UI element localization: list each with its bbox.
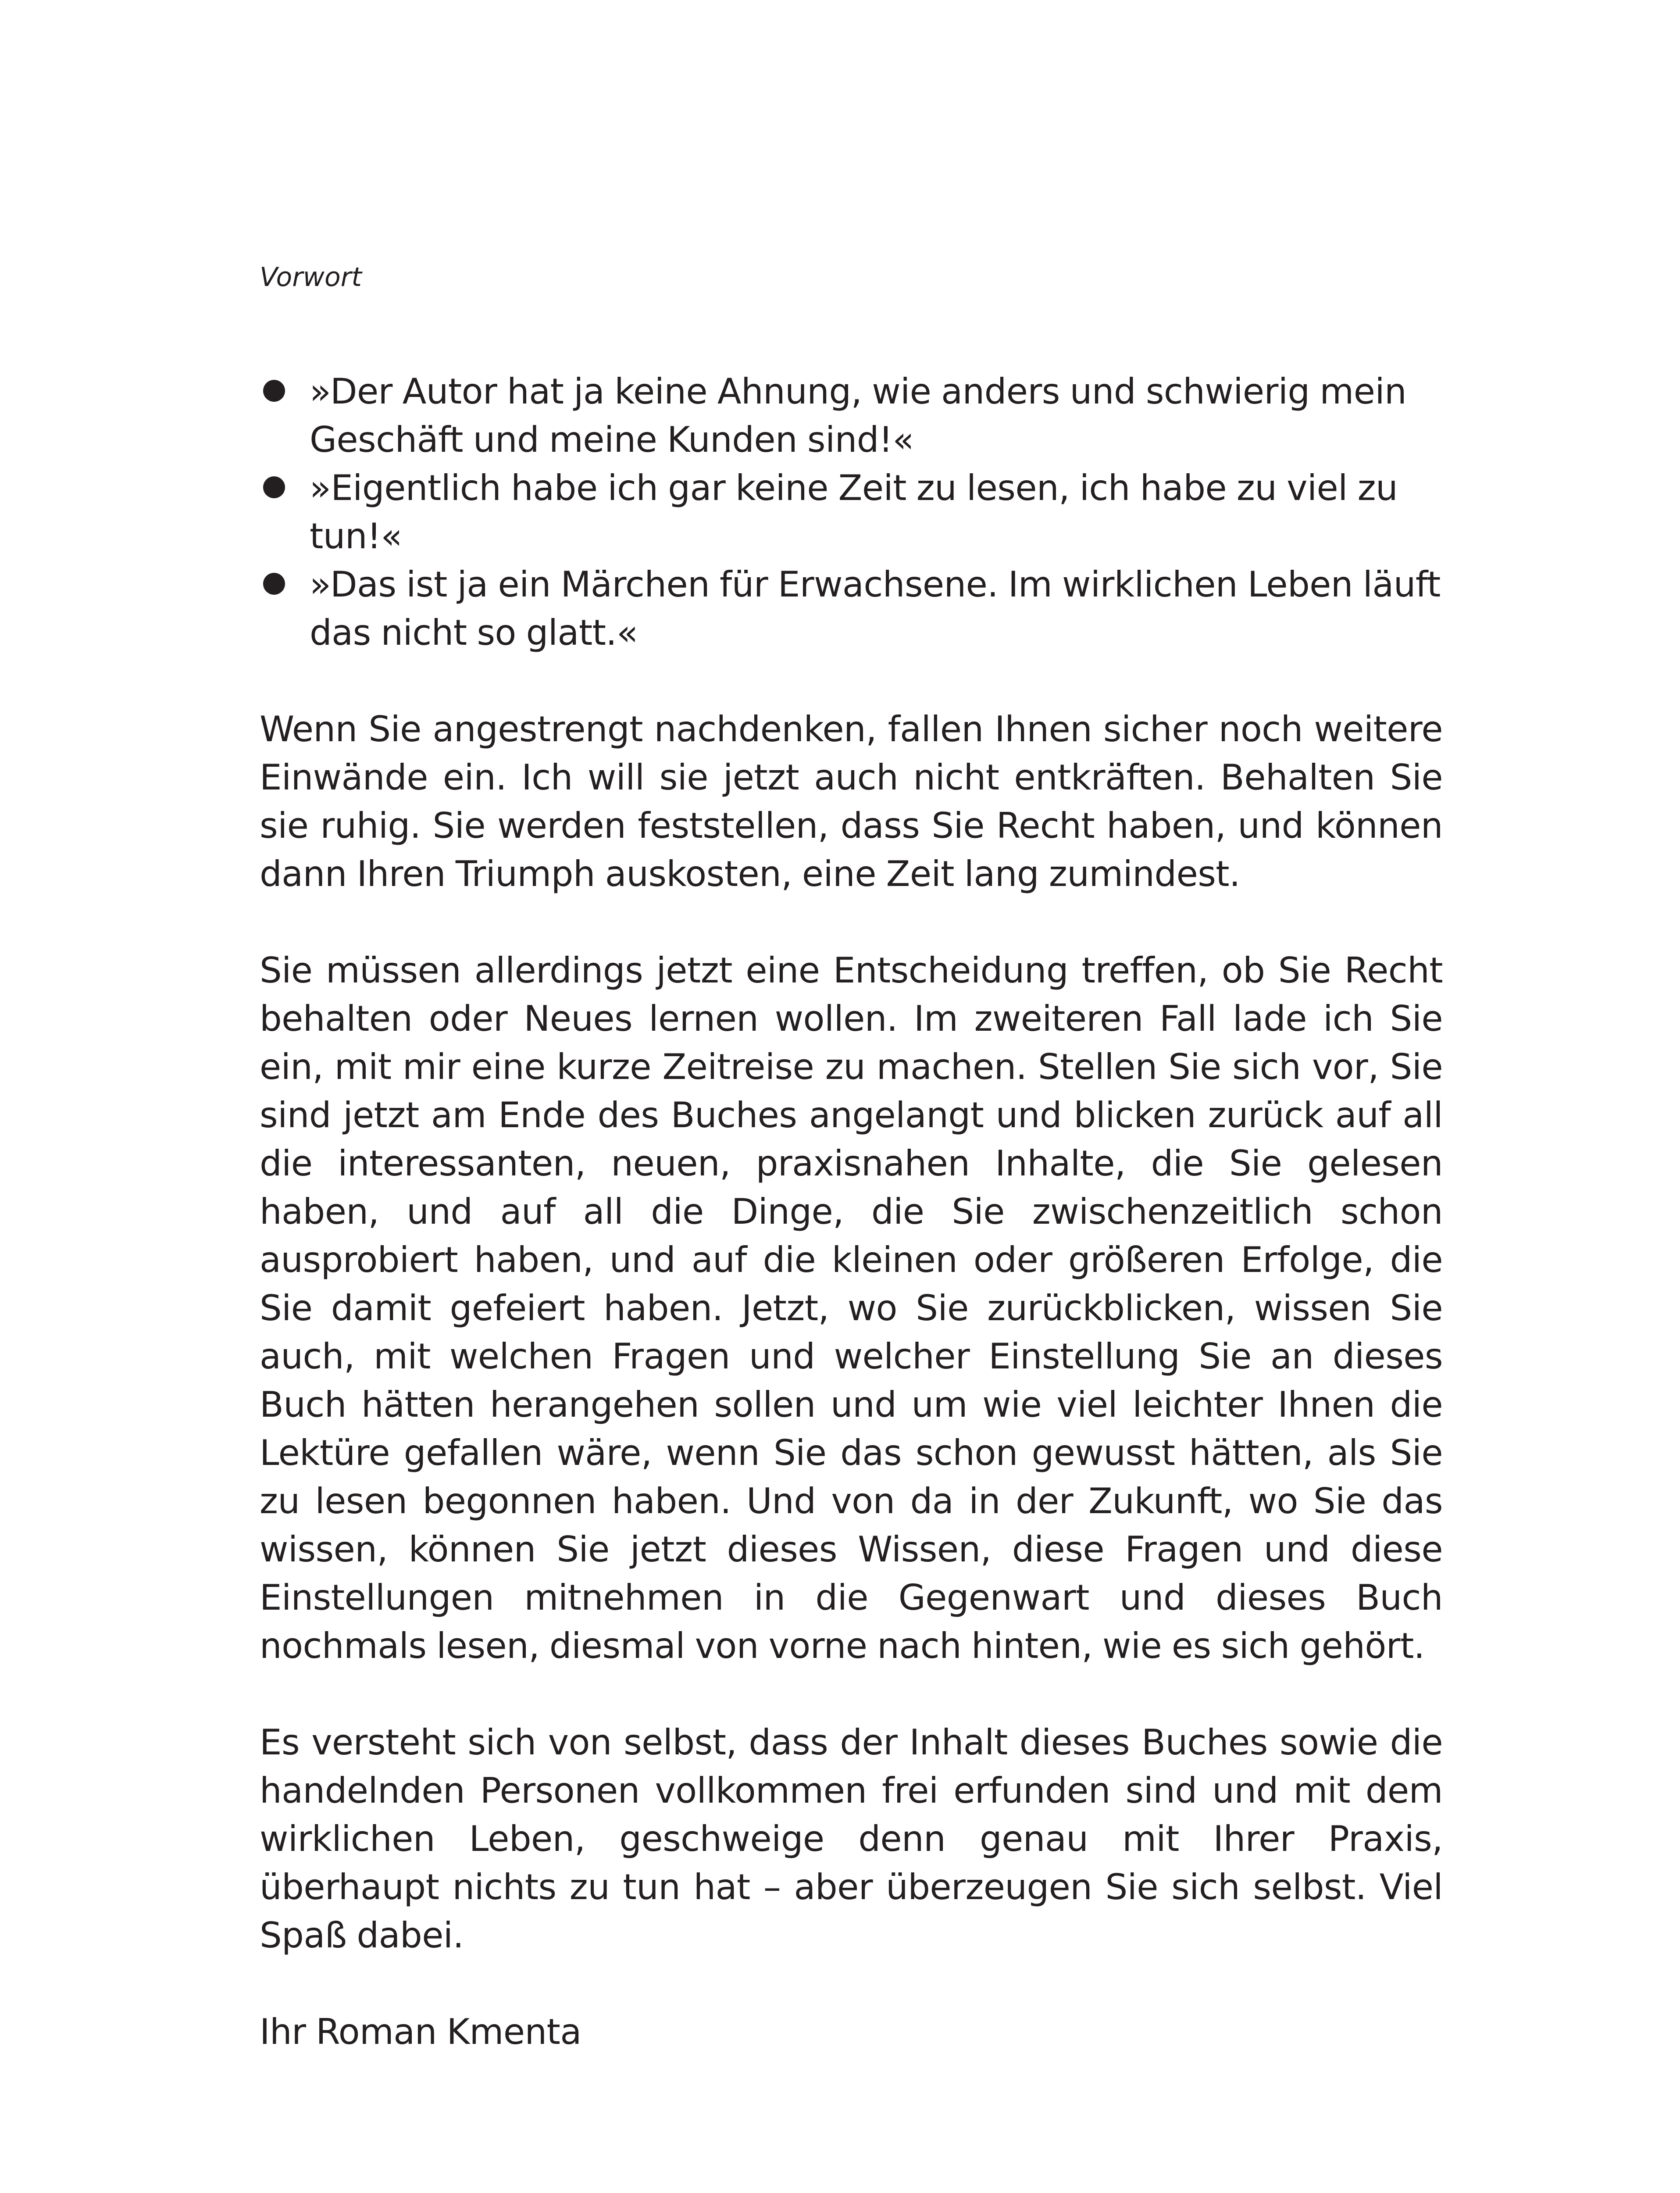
bullet-icon [263,573,285,595]
bullet-icon [263,380,285,402]
paragraph: Wenn Sie angestrengt nachdenken, fallen Ihnen sicher noch weitere Einwände ein. Ich will sie jetzt auch nicht entkräften. Behalten Sie sie ruhig. Sie werden feststellen, dass Sie Recht haben, und können dann Ihren Triumph auskosten, eine Zeit lang zumindest. [260,709,1443,894]
list-item-text: »Das ist ja ein Märchen für Erwachsene. Im wirklichen Leben läuft das nicht so glatt.« [310,564,1441,653]
running-title: Vorwort [260,262,362,293]
body-text [260,368,1443,2056]
paragraph: Es versteht sich von selbst, dass der Inhalt dieses Buches sowie die handelnden Personen vollkommen frei erfunden sind und mit dem wirklichen Leben, geschweige denn genau mit Ihrer Praxis, überhaupt nichts zu tun hat – aber überzeugen Sie sich selbst. Viel Spaß dabei. [260,1722,1443,1956]
list-item [260,368,1443,464]
list-item [260,464,1443,561]
list-item-text: »Der Autor hat ja keine Ahnung, wie anders und schwierig mein Geschäft und meine Kunden sind!« [310,371,1407,460]
bullet-icon [263,476,285,498]
paragraph: Sie müssen allerdings jetzt eine Entscheidung treffen, ob Sie Recht behalten oder Neues lernen wollen. Im zweiteren Fall lade ich Sie ein, mit mir eine kurze Zeitreise zu machen. Stellen Sie sich vor, Sie sind jetzt am Ende des Buches angelangt und blicken zurück auf all die interessanten, neuen, praxisnahen Inhalte, die Sie gelesen haben, und auf all die Dinge, die Sie zwischenzeitlich schon ausprobiert haben, und auf die kleinen oder größeren Erfolge, die Sie damit gefeiert haben. Jetzt, wo Sie zurückblicken, wissen Sie auch, mit welchen Fragen und welcher Einstellung Sie an dieses Buch hätten herangehen sollen und um wie viel leichter Ihnen die Lektüre gefallen wäre, wenn Sie das schon gewusst hätten, als Sie zu lesen begonnen haben. Und von da in der Zukunft, wo Sie das wissen, können Sie jetzt dieses Wissen, diese Fragen und diese Einstellungen mitnehmen in die Gegenwart und dieses Buch nochmals lesen, diesmal von vorne nach hinten, wie es sich gehört. [260,950,1443,1666]
list-item [260,561,1443,657]
objection-list [260,368,1443,657]
author-signature: Ihr Roman Kmenta [260,2011,581,2052]
list-item-text: »Eigentlich habe ich gar keine Zeit zu lesen, ich habe zu viel zu tun!« [310,468,1398,557]
